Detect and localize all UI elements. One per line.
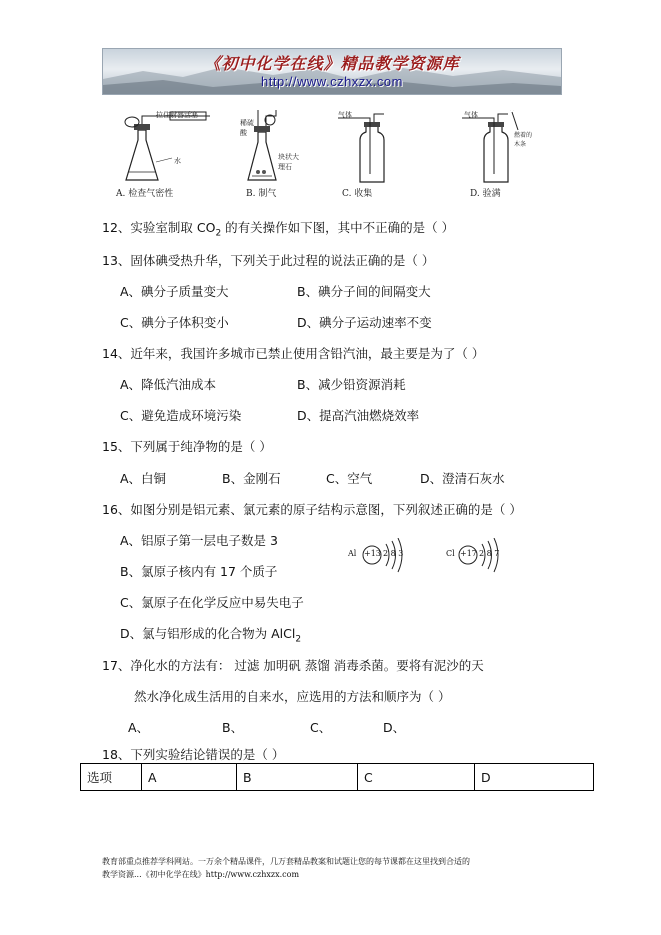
apparatus-d-caption: D. 验满	[470, 189, 501, 199]
cl-shells: 2 8 7	[479, 549, 500, 558]
question-17-line2: 然水净化成生活用的自来水，应选用的方法和顺序为（ ）	[134, 689, 451, 704]
q16-option-d-subscript: 2	[295, 634, 302, 645]
table-row	[81, 764, 594, 791]
q15-option-c[interactable]: C、空气	[326, 471, 373, 486]
question-12	[102, 218, 454, 239]
banner-url[interactable]: http://www.czhxzx.com	[261, 74, 403, 89]
aluminum-atom-diagram	[348, 538, 418, 574]
site-banner	[102, 48, 562, 95]
question-18-stem: 18、下列实验结论错误的是（ ）	[102, 747, 285, 762]
q16-option-d[interactable]	[120, 624, 301, 645]
q14-option-b[interactable]: B、减少铅资源消耗	[297, 377, 406, 392]
apparatus-a-part-label: 水	[174, 157, 181, 165]
q17-option-d[interactable]: D、	[383, 720, 406, 735]
q16-option-b[interactable]: B、氯原子核内有 17 个质子	[120, 564, 278, 579]
al-shells: 2 8 3	[383, 549, 404, 558]
q12-subscript: 2	[215, 228, 222, 239]
question-13-stem: 13、固体碘受热升华，下列关于此过程的说法正确的是（ ）	[102, 253, 435, 268]
q14-option-d[interactable]: D、提高汽油燃烧效率	[297, 408, 420, 423]
apparatus-b-caption: B. 制气	[246, 189, 277, 199]
q16-option-a[interactable]: A、铝原子第一层电子数是 3	[120, 533, 278, 548]
q17-option-b[interactable]: B、	[222, 720, 244, 735]
apparatus-d-part-label: 燃着的木条	[514, 132, 533, 148]
apparatus-b-part-label: 块状大理石	[278, 153, 299, 171]
table-header-cell: 选项	[81, 764, 142, 791]
cl-nucleus: +17	[460, 549, 477, 558]
q13-option-c[interactable]: C、碘分子体积变小	[120, 315, 229, 330]
question-15-stem: 15、下列属于纯净物的是（ ）	[102, 439, 272, 454]
q13-option-a[interactable]: A、碘分子质量变大	[120, 284, 229, 299]
q15-option-a[interactable]: A、白铜	[120, 471, 167, 486]
footer-line1: 教育部重点推荐学科网站。一万余个精品课件，几万套精品教案和试题让您的每节课都在这里找到合适的	[102, 857, 470, 866]
table-header-cell: A	[142, 764, 237, 791]
q17-option-c[interactable]: C、	[310, 720, 332, 735]
question-14-stem: 14、近年来，我国许多城市已禁止使用含铅汽油，最主要是为了（ ）	[102, 346, 485, 361]
table-header-cell: C	[358, 764, 475, 791]
question-17-line1: 17、净化水的方法有： 过滤 加明矾 蒸馏 消毒杀菌。要将有泥沙的天	[102, 658, 484, 673]
gas-collection-icon	[338, 110, 408, 188]
table-header-cell: D	[475, 764, 594, 791]
q12-text-after: 的有关操作如下图，其中不正确的是（ ）	[221, 220, 455, 235]
apparatus-c-caption: C. 收集	[342, 189, 373, 199]
cl-symbol: Cl	[446, 549, 455, 558]
q13-option-b[interactable]: B、碘分子间的间隔变大	[297, 284, 431, 299]
q12-text-before: 12、实验室制取 CO	[102, 220, 216, 235]
apparatus-a-caption: A. 检查气密性	[116, 189, 174, 199]
apparatus-a-part-label: 拉住射器活塞	[156, 111, 198, 119]
page-footer	[102, 855, 572, 881]
q15-option-b[interactable]: B、金刚石	[222, 471, 281, 486]
apparatus-b-part-label: 稀硫酸	[240, 119, 254, 137]
al-nucleus: +13	[364, 549, 381, 558]
q18-answer-table	[80, 763, 594, 791]
chlorine-atom-diagram	[446, 538, 516, 574]
apparatus-d-part-label: 气体	[464, 111, 478, 119]
q14-option-a[interactable]: A、降低汽油成本	[120, 377, 217, 392]
airtightness-check-icon	[112, 110, 222, 188]
question-16-stem: 16、如图分别是铝元素、氯元素的原子结构示意图，下列叙述正确的是（ ）	[102, 502, 522, 517]
q13-option-d[interactable]: D、碘分子运动速率不变	[297, 315, 432, 330]
table-header-cell: B	[237, 764, 358, 791]
q16-option-d-text: D、氯与铝形成的化合物为 AlCl	[120, 626, 296, 641]
apparatus-c-part-label: 气体	[338, 111, 352, 119]
al-symbol: Al	[348, 549, 357, 558]
apparatus-a	[112, 110, 222, 200]
apparatus-b	[240, 110, 310, 200]
q17-option-a[interactable]: A、	[128, 720, 150, 735]
apparatus-d	[462, 110, 542, 200]
apparatus-c	[338, 110, 408, 200]
q16-option-c[interactable]: C、氯原子在化学反应中易失电子	[120, 595, 304, 610]
footer-line2[interactable]: 教学资源...《初中化学在线》http://www.czhxzx.com	[102, 870, 300, 879]
q14-option-c[interactable]: C、避免造成环境污染	[120, 408, 242, 423]
banner-title: 《初中化学在线》精品教学资源库	[204, 54, 460, 73]
gas-full-check-icon	[462, 110, 542, 188]
q15-option-d[interactable]: D、澄清石灰水	[420, 471, 505, 486]
